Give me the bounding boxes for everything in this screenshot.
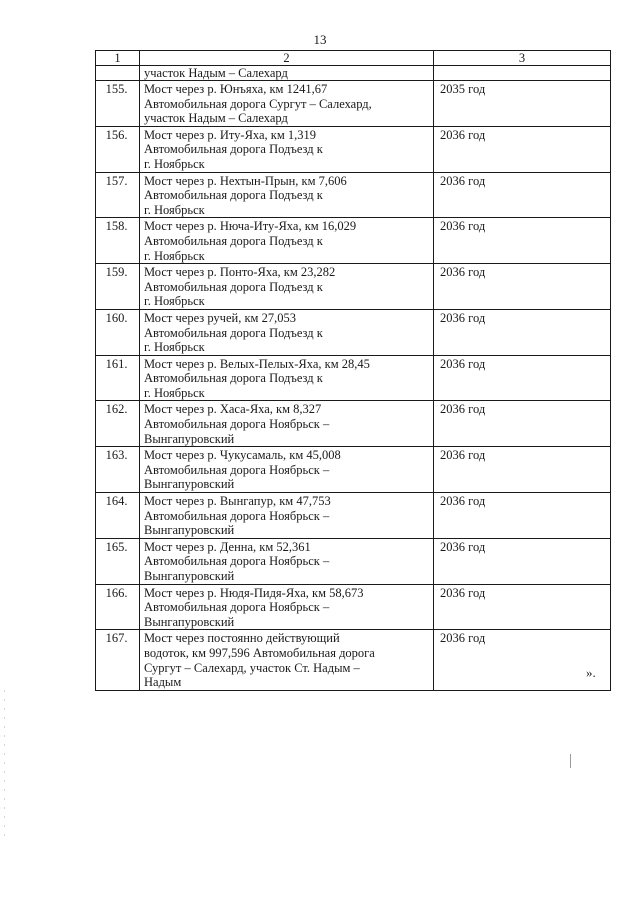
bridge-description-cell: Мост через р. Хаса-Яха, км 8,327 Автомобильная дорога Ноябрьск – Вынгапуровский xyxy=(140,401,434,447)
row-number-cell: 163. xyxy=(96,447,140,493)
table-row xyxy=(96,126,611,172)
row-number-cell: 164. xyxy=(96,493,140,539)
row-number-cell: 161. xyxy=(96,355,140,401)
row-number-cell: 160. xyxy=(96,309,140,355)
table-row xyxy=(96,538,611,584)
completion-year-cell: 2036 год xyxy=(434,355,611,401)
continuation-desc-cell: участок Надым – Салехард xyxy=(140,66,434,81)
table-header-row xyxy=(96,51,611,66)
completion-year-cell: 2036 год xyxy=(434,493,611,539)
header-col-1: 1 xyxy=(96,51,140,66)
bridge-description-cell: Мост через р. Нюча-Иту-Яха, км 16,029 Автомобильная дорога Подъезд к г. Ноябрьск xyxy=(140,218,434,264)
completion-year-cell: 2036 год xyxy=(434,172,611,218)
header-col-3: 3 xyxy=(434,51,611,66)
completion-year-cell: 2036 год xyxy=(434,401,611,447)
bridge-description-cell: Мост через постоянно действующий водоток, км 997,596 Автомобильная дорога Сургут – Салехард, участок Ст. Надым – Надым xyxy=(140,630,434,690)
bridge-description-cell: Мост через р. Чукусамаль, км 45,008 Автомобильная дорога Ноябрьск – Вынгапуровский xyxy=(140,447,434,493)
completion-year-cell: 2036 год xyxy=(434,218,611,264)
completion-year-cell: 2036 год xyxy=(434,447,611,493)
table-row xyxy=(96,355,611,401)
continuation-num-cell xyxy=(96,66,140,81)
bridge-description-cell: Мост через р. Иту-Яха, км 1,319 Автомобильная дорога Подъезд к г. Ноябрьск xyxy=(140,126,434,172)
table-row xyxy=(96,584,611,630)
row-number-cell: 165. xyxy=(96,538,140,584)
bridge-description-cell: Мост через р. Нюдя-Пидя-Яха, км 58,673 Автомобильная дорога Ноябрьск – Вынгапуровский xyxy=(140,584,434,630)
continuation-row xyxy=(96,66,611,81)
table-row xyxy=(96,447,611,493)
row-number-cell: 166. xyxy=(96,584,140,630)
bridge-description-cell: Мост через р. Денна, км 52,361 Автомобильная дорога Ноябрьск – Вынгапуровский xyxy=(140,538,434,584)
row-number-cell: 167. xyxy=(96,630,140,690)
table-row xyxy=(96,172,611,218)
completion-year-cell: 2036 год xyxy=(434,126,611,172)
table-row xyxy=(96,309,611,355)
row-number-cell: 162. xyxy=(96,401,140,447)
completion-year-cell: 2036 год xyxy=(434,630,611,690)
bridge-description-cell: Мост через р. Нехтын-Прын, км 7,606 Автомобильная дорога Подъезд к г. Ноябрьск xyxy=(140,172,434,218)
table-row xyxy=(96,401,611,447)
table-row xyxy=(96,264,611,310)
row-number-cell: 156. xyxy=(96,126,140,172)
row-number-cell: 159. xyxy=(96,264,140,310)
page-number: 13 xyxy=(313,32,327,47)
table-row xyxy=(96,218,611,264)
row-number-cell: 155. xyxy=(96,81,140,127)
table-row xyxy=(96,493,611,539)
completion-year-cell: 2035 год xyxy=(434,81,611,127)
completion-year-cell: 2036 год xyxy=(434,584,611,630)
bridge-description-cell: Мост через р. Вынгапур, км 47,753 Автомобильная дорога Ноябрьск – Вынгапуровский xyxy=(140,493,434,539)
bridge-description-cell: Мост через р. Понто-Яха, км 23,282 Автомобильная дорога Подъезд к г. Ноябрьск xyxy=(140,264,434,310)
bridge-description-cell: Мост через р. Юнъяха, км 1241,67 Автомобильная дорога Сургут – Салехард, участок Надым – Салехард xyxy=(140,81,434,127)
bridges-table xyxy=(95,50,611,691)
completion-year-cell: 2036 год xyxy=(434,309,611,355)
completion-year-cell: 2036 год xyxy=(434,538,611,584)
bridge-description-cell: Мост через р. Велых-Пелых-Яха, км 28,45 Автомобильная дорога Подъезд к г. Ноябрьск xyxy=(140,355,434,401)
table-row xyxy=(96,81,611,127)
row-number-cell: 158. xyxy=(96,218,140,264)
scan-edge-dots xyxy=(4,690,5,840)
table-row xyxy=(96,630,611,690)
bridge-description-cell: Мост через ручей, км 27,053 Автомобильная дорога Подъезд к г. Ноябрьск xyxy=(140,309,434,355)
completion-year-cell: 2036 год xyxy=(434,264,611,310)
header-col-2: 2 xyxy=(140,51,434,66)
margin-mark xyxy=(570,754,571,768)
closing-quote-mark: ». xyxy=(586,665,596,680)
row-number-cell: 157. xyxy=(96,172,140,218)
continuation-year-cell xyxy=(434,66,611,81)
